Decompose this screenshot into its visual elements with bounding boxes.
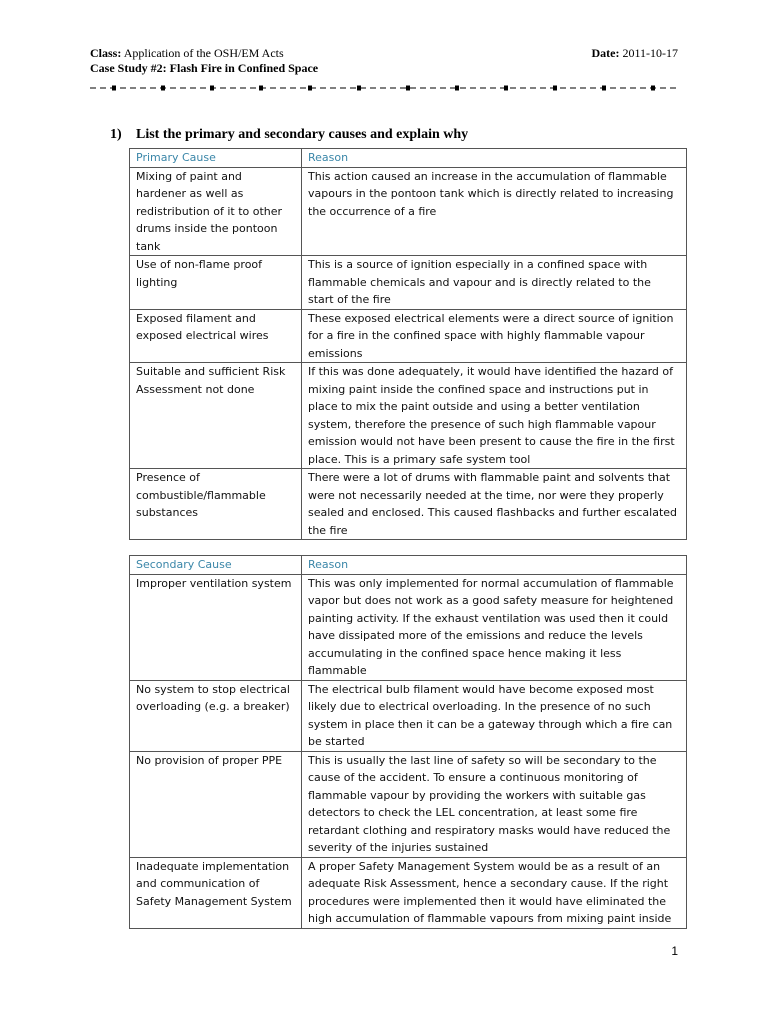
cause-cell: No system to stop electrical overloading (e.g. a breaker) [130,680,302,751]
table-row [130,469,687,540]
table-row [130,309,687,363]
cause-cell: Use of non-flame proof lighting [130,256,302,310]
primary-cause-header: Primary Cause [130,149,302,168]
page-number: 1 [671,944,678,958]
table-header-row [130,556,687,575]
decorative-divider [90,84,678,92]
class-label: Class: [90,46,122,60]
cause-cell: Improper ventilation system [130,574,302,680]
reason-cell: This is usually the last line of safety so will be secondary to the cause of the accident. To ensure a continuous monitoring of flammable vapour by providing the workers with suitable gas detectors to check the LEL concentration, at least some fire retardant clothing and respiratory masks would have reduced the severity of the injuries sustained [302,751,687,857]
case-study-title: Case Study #2: Flash Fire in Confined Space [90,61,319,75]
reason-cell: The electrical bulb filament would have become exposed most likely due to electrical overloading. In the presence of no such system in place then it can be a gateway through which a fire can be started [302,680,687,751]
question-number: 1) [110,127,122,142]
table-row [130,574,687,680]
reason-cell: This was only implemented for normal accumulation of flammable vapor but does not work as a good safety measure for heightened painting activity. If the exhaust ventilation was used then it could have dissipated more of the emissions and reduce the levels accumulating in the confined space hence making it less flammable [302,574,687,680]
cause-cell: Exposed filament and exposed electrical wires [130,309,302,363]
table-row [130,167,687,256]
table-row [130,857,687,928]
cause-cell: Mixing of paint and hardener as well as redistribution of it to other drums inside the pontoon tank [130,167,302,256]
table-row [130,680,687,751]
class-line [90,46,318,61]
document-header [90,46,318,76]
table-row [130,256,687,310]
table-row [130,751,687,857]
cause-cell: Suitable and sufficient Risk Assessment not done [130,363,302,469]
cause-cell: Presence of combustible/flammable substances [130,469,302,540]
class-value: Application of the OSH/EM Acts [123,46,284,60]
question-text: List the primary and secondary causes and explain why [136,127,469,142]
reason-cell: This action caused an increase in the accumulation of flammable vapours in the pontoon tank which is directly related to increasing the occurrence of a fire [302,167,687,256]
reason-cell: This is a source of ignition especially in a confined space with flammable chemicals and vapour and is directly related to the start of the fire [302,256,687,310]
date-line [591,46,678,61]
table-header-row [130,149,687,168]
table-row [130,363,687,469]
reason-cell: A proper Safety Management System would be as a result of an adequate Risk Assessment, hence a secondary cause. If the right procedures were implemented then it would have eliminated the high accumulation of flammable vapours from mixing paint inside [302,857,687,928]
date-value: 2011-10-17 [622,46,678,60]
secondary-cause-header: Secondary Cause [130,556,302,575]
reason-header: Reason [302,149,687,168]
cause-cell: Inadequate implementation and communication of Safety Management System [130,857,302,928]
reason-header: Reason [302,556,687,575]
reason-cell: These exposed electrical elements were a direct source of ignition for a fire in the confined space with highly flammable vapour emissions [302,309,687,363]
cause-cell: No provision of proper PPE [130,751,302,857]
date-label: Date: [591,46,620,60]
question-heading [110,127,468,143]
reason-cell: If this was done adequately, it would have identified the hazard of mixing paint inside the confined space and instructions put in place to mix the paint outside and using a better ventilation system, therefore the presence of such high flammable vapour emission would not have been present to cause the fire in the first place. This is a primary safe system tool [302,363,687,469]
secondary-causes-table [129,555,687,929]
reason-cell: There were a lot of drums with flammable paint and solvents that were not necessarily needed at the time, nor were they properly sealed and enclosed. This caused flashbacks and further escalated the fire [302,469,687,540]
primary-causes-table [129,148,687,540]
